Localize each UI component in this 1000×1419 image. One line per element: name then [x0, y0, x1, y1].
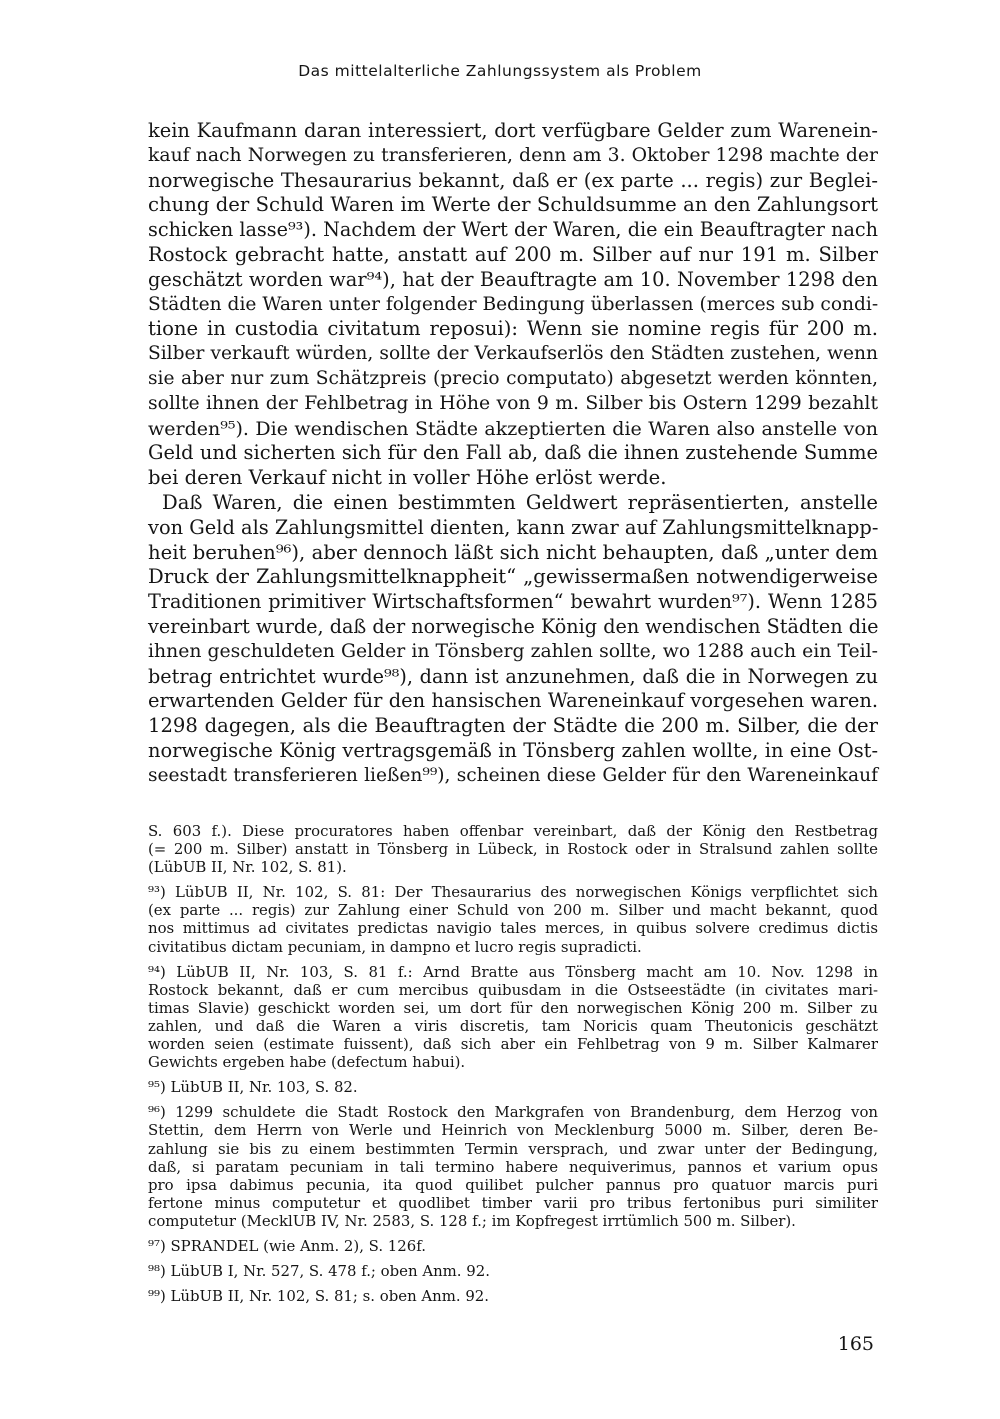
footnote-line: civitatibus dictam pecuniam, in dampno et lucro regis supradicti.: [148, 937, 642, 956]
body-line: Daß Waren, die einen bestimmten Geldwert repräsentierten, anstelle: [162, 490, 878, 514]
body-line: betrag entrichtet wurde⁹⁸), dann ist anzunehmen, daß die in Norwegen zu: [148, 664, 878, 688]
footnote-line: pro ipsa dabimus pecunia, ita quod quilibet pulcher pannus pro quatuor marcis puri: [148, 1175, 878, 1194]
footnote-line: ⁹⁵) LübUB II, Nr. 103, S. 82.: [148, 1078, 358, 1097]
footnote-line: Rostock bekannt, daß er cum mercibus quibusdam in die Ostseestädte (in civitates mari-: [148, 980, 878, 999]
footnote-line: ⁹⁸) LübUB I, Nr. 527, S. 478 f.; oben Anm. 92.: [148, 1262, 490, 1281]
body-line: tione in custodia civitatum reposui): Wenn sie nomine regis für 200 m.: [148, 317, 878, 341]
running-head: Das mittelalterliche Zahlungssystem als Problem: [298, 62, 702, 80]
footnote-97: [148, 1237, 878, 1255]
footnote-line: fertone minus computetur et quodlibet timber varii pro tribus fertonibus puri similiter: [148, 1193, 878, 1212]
body-line: kein Kaufmann daran interessiert, dort verfügbare Gelder zum Warenein-: [148, 119, 878, 142]
footnote-line: S. 603 f.). Diese procuratores haben offenbar vereinbart, daß der König den Restbetrag: [148, 822, 878, 840]
footnote-line: timas Slavie) geschickt worden sei, um dort für den norwegischen König 200 m. Silber zu: [148, 998, 878, 1017]
footnote-line: worden seien (estimate fuissent), daß sich aber ein Fehlbetrag von 9 m. Silber Kalmarer: [148, 1035, 878, 1054]
footnote-98: [148, 1262, 878, 1280]
body-line: Druck der Zahlungsmittelknappheit“ „gewissermaßen notwendigerweise: [148, 565, 878, 589]
footnote-96: [148, 1103, 878, 1230]
footnote-continued: [148, 822, 878, 876]
body-line: bei deren Verkauf nicht in voller Höhe erlöst werde.: [148, 466, 667, 490]
body-line: norwegische König vertragsgemäß in Tönsberg zahlen wollte, in eine Ost-: [148, 738, 878, 762]
body-line: 1298 dagegen, als die Beauftragten der Städte die 200 m. Silber, die der: [148, 714, 878, 738]
body-line: norwegische Thesaurarius bekannt, daß er (ex parte ... regis) zur Beglei-: [148, 168, 878, 192]
footnote-line: ⁹⁶) 1299 schuldete die Stadt Rostock den Markgrafen von Brandenburg, dem Herzog von: [148, 1103, 878, 1122]
body-line: heit beruhen⁹⁶), aber dennoch läßt sich nicht behaupten, daß „unter dem: [148, 540, 878, 564]
footnote-line: (= 200 m. Silber) anstatt in Tönsberg in Lübeck, in Rostock oder in Stralsund zahlen sollte: [148, 840, 878, 859]
body-line: geschätzt worden war⁹⁴), hat der Beauftragte am 10. November 1298 den: [148, 267, 878, 291]
body-line: seestadt transferieren ließen⁹⁹), scheinen diese Gelder für den Wareneinkauf: [148, 764, 878, 786]
body-line: sie aber nur zum Schätzpreis (precio computato) abgesetzt werden könnten,: [148, 367, 878, 389]
body-line: sollte ihnen der Fehlbetrag in Höhe von 9 m. Silber bis Ostern 1299 bezahlt: [148, 392, 878, 414]
footnote-line: nos mittimus ad civitates predictas navigio tales merces, in quibus solvere credimus dictis: [148, 919, 878, 938]
footnotes: [148, 822, 878, 1305]
body-line: ihnen geschuldeten Gelder in Tönsberg zahlen sollte, wo 1288 auch ein Teil-: [148, 640, 878, 662]
footnote-line: Stettin, dem Herrn von Werle und Heinrich von Mecklenburg 5000 m. Silber, deren Be-: [148, 1121, 878, 1140]
footnote-93: [148, 883, 878, 955]
footnote-line: ⁹⁷) SPRANDEL (wie Anm. 2), S. 126f.: [148, 1236, 426, 1255]
body-line: Geld und sicherten sich für den Fall ab, daß die ihnen zustehende Summe: [148, 441, 878, 465]
footnote-line: ⁹⁴) LübUB II, Nr. 103, S. 81 f.: Arnd Bratte aus Tönsberg macht am 10. Nov. 1298 in: [148, 962, 878, 981]
body-line: schicken lasse⁹³). Nachdem der Wert der Waren, die ein Beauftragter nach: [148, 218, 878, 242]
body-line: Silber verkauft würden, sollte der Verkaufserlös den Städten zustehen, wenn: [148, 343, 878, 365]
footnote-line: computetur (MecklUB IV, Nr. 2583, S. 128 f.; im Kopfregest irrtümlich 500 m. Silber).: [148, 1211, 796, 1230]
body-line: vereinbart wurde, daß der norwegische König den wendischen Städten die: [148, 614, 879, 638]
footnote-line: zahlen, und daß die Waren a viris discretis, tam Noricis quam Theutonicis geschätzt: [148, 1016, 878, 1035]
footnote-line: ⁹³) LübUB II, Nr. 102, S. 81: Der Thesaurarius des norwegischen Königs verpflichtet sich: [148, 883, 878, 902]
footnote-95: [148, 1078, 878, 1096]
body-line: chung der Schuld Waren im Werte der Schuldsumme an den Zahlungsort: [148, 193, 878, 217]
footnote-line: Gewichts ergeben habe (defectum habui).: [148, 1053, 466, 1072]
footnote-line: (LübUB II, Nr. 102, S. 81).: [148, 858, 347, 877]
footnote-line: zahlung sie bis zu einem bestimmten Termin versprach, und zwar unter der Bedingung,: [148, 1139, 878, 1158]
main-text: [148, 119, 878, 789]
footnote-94: [148, 963, 878, 1072]
page-number: 165: [837, 1333, 874, 1355]
footnote-line: daß, si paratam pecuniam in tali termino habere nequiverimus, pannos et varium opus: [148, 1157, 878, 1176]
body-line: Traditionen primitiver Wirtschaftsformen“ bewahrt wurden⁹⁷). Wenn 1285: [148, 590, 878, 614]
body-line: Rostock gebracht hatte, anstatt auf 200 m. Silber auf nur 191 m. Silber: [148, 242, 878, 266]
body-line: erwartenden Gelder für den hansischen Wareneinkauf vorgesehen waren.: [148, 689, 878, 713]
footnote-99: [148, 1287, 878, 1305]
footnote-line: (ex parte ... regis) zur Zahlung einer Schuld von 200 m. Silber und macht bekannt, quod: [148, 901, 878, 920]
body-line: von Geld als Zahlungsmittel dienten, kann zwar auf Zahlungsmittelknapp-: [148, 515, 879, 539]
body-line: kauf nach Norwegen zu transferieren, denn am 3. Oktober 1298 machte der: [148, 144, 878, 166]
body-line: Städten die Waren unter folgender Bedingung überlassen (merces sub condi-: [148, 293, 879, 315]
body-line: werden⁹⁵). Die wendischen Städte akzeptierten die Waren also anstelle von: [148, 417, 878, 440]
footnote-line: ⁹⁹) LübUB II, Nr. 102, S. 81; s. oben Anm. 92.: [148, 1287, 490, 1306]
